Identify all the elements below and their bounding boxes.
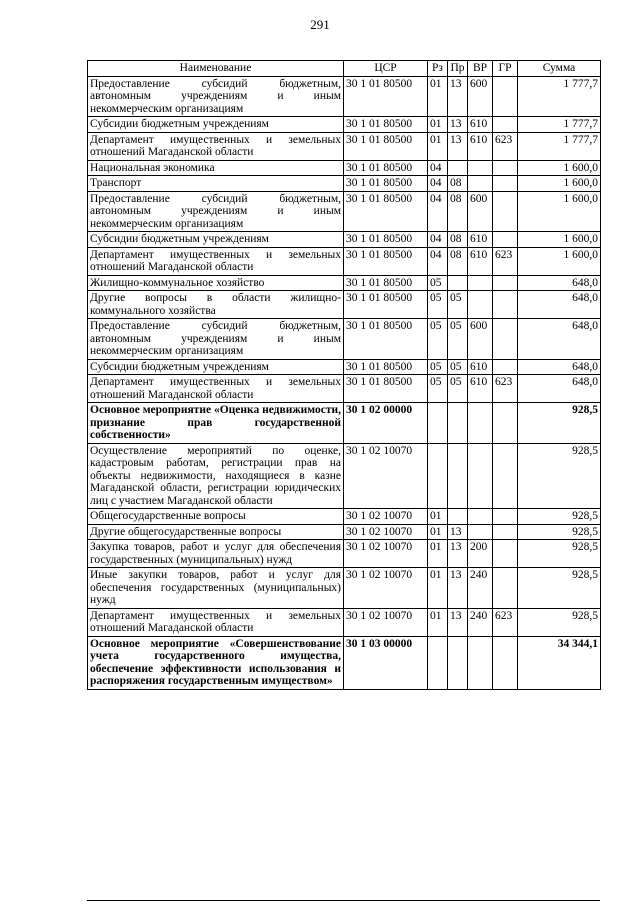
cell-vr (468, 524, 493, 540)
column-header-vr: ВР (468, 61, 493, 77)
cell-rz: 01 (428, 608, 448, 636)
cell-sum: 648,0 (518, 275, 601, 291)
cell-gr: 623 (493, 132, 518, 160)
cell-pr (448, 160, 468, 176)
cell-name: Основное мероприятие «Совершенствование учета государственного имущества, обеспечение эффективности использования и распоряжения государственным имуществом» (88, 636, 344, 689)
cell-pr (448, 403, 468, 444)
cell-vr (468, 443, 493, 509)
cell-sum: 648,0 (518, 375, 601, 403)
cell-gr (493, 160, 518, 176)
table-row (88, 509, 601, 525)
cell-rz: 01 (428, 76, 448, 117)
cell-gr (493, 359, 518, 375)
cell-name: Общегосударственные вопросы (88, 509, 344, 525)
column-header-gr: ГР (493, 61, 518, 77)
column-header-name: Наименование (88, 61, 344, 77)
cell-csr: 30 1 03 00000 (344, 636, 428, 689)
cell-name: Основное мероприятие «Оценка недвижимости, признание прав государственной собственности» (88, 403, 344, 444)
cell-rz (428, 403, 448, 444)
cell-pr: 13 (448, 117, 468, 133)
cell-sum: 1 777,7 (518, 76, 601, 117)
cell-sum: 1 600,0 (518, 247, 601, 275)
cell-vr: 600 (468, 191, 493, 232)
cell-gr (493, 275, 518, 291)
cell-name: Иные закупки товаров, работ и услуг для обеспечения государственных (муниципальных) нужд (88, 568, 344, 609)
table-row (88, 291, 601, 319)
cell-pr: 05 (448, 319, 468, 360)
cell-rz: 05 (428, 359, 448, 375)
cell-pr: 13 (448, 568, 468, 609)
cell-rz: 05 (428, 291, 448, 319)
cell-name: Закупка товаров, работ и услуг для обеспечения государственных (муниципальных) нужд (88, 540, 344, 568)
cell-rz (428, 636, 448, 689)
cell-csr: 30 1 01 80500 (344, 375, 428, 403)
cell-vr (468, 291, 493, 319)
cell-vr: 200 (468, 540, 493, 568)
cell-sum: 928,5 (518, 443, 601, 509)
cell-sum: 1 777,7 (518, 132, 601, 160)
cell-gr (493, 117, 518, 133)
cell-gr (493, 191, 518, 232)
cell-name: Предоставление субсидий бюджетным, автономным учреждениям и иным некоммерческим организациям (88, 191, 344, 232)
table-row (88, 275, 601, 291)
cell-sum: 1 777,7 (518, 117, 601, 133)
table-row (88, 443, 601, 509)
cell-csr: 30 1 02 10070 (344, 540, 428, 568)
cell-sum: 1 600,0 (518, 176, 601, 192)
cell-csr: 30 1 01 80500 (344, 176, 428, 192)
cell-gr (493, 176, 518, 192)
cell-csr: 30 1 01 80500 (344, 319, 428, 360)
cell-sum: 34 344,1 (518, 636, 601, 689)
cell-vr (468, 509, 493, 525)
cell-pr: 08 (448, 232, 468, 248)
cell-sum: 928,5 (518, 608, 601, 636)
cell-name: Субсидии бюджетным учреждениям (88, 359, 344, 375)
cell-name: Осуществление мероприятий по оценке, кадастровым работам, регистрации прав на объекты недвижимости, находящиеся в казне Магаданской области, регистрации юридических лиц с участием Магаданской области (88, 443, 344, 509)
cell-vr: 600 (468, 76, 493, 117)
table-row (88, 76, 601, 117)
cell-csr: 30 1 01 80500 (344, 132, 428, 160)
cell-vr: 610 (468, 132, 493, 160)
cell-csr: 30 1 02 10070 (344, 443, 428, 509)
table-row (88, 359, 601, 375)
cell-rz: 01 (428, 568, 448, 609)
cell-vr: 240 (468, 568, 493, 609)
cell-csr: 30 1 01 80500 (344, 160, 428, 176)
cell-vr: 240 (468, 608, 493, 636)
cell-sum: 928,5 (518, 509, 601, 525)
cell-sum: 928,5 (518, 540, 601, 568)
cell-gr: 623 (493, 247, 518, 275)
cell-gr (493, 509, 518, 525)
cell-rz: 05 (428, 375, 448, 403)
cell-vr: 610 (468, 232, 493, 248)
cell-gr: 623 (493, 375, 518, 403)
cell-name: Департамент имущественных и земельных отношений Магаданской области (88, 247, 344, 275)
cell-rz (428, 443, 448, 509)
cell-pr: 08 (448, 191, 468, 232)
table-row (88, 636, 601, 689)
table-row (88, 568, 601, 609)
cell-csr: 30 1 02 00000 (344, 403, 428, 444)
cell-csr: 30 1 02 10070 (344, 568, 428, 609)
table-row (88, 160, 601, 176)
cell-gr (493, 291, 518, 319)
cell-pr: 13 (448, 608, 468, 636)
cell-rz: 01 (428, 117, 448, 133)
cell-name: Транспорт (88, 176, 344, 192)
cell-pr: 13 (448, 76, 468, 117)
table-row (88, 540, 601, 568)
cell-name: Предоставление субсидий бюджетным, автономным учреждениям и иным некоммерческим организациям (88, 76, 344, 117)
cell-gr (493, 403, 518, 444)
cell-vr (468, 636, 493, 689)
cell-gr (493, 568, 518, 609)
cell-pr: 13 (448, 524, 468, 540)
cell-csr: 30 1 01 80500 (344, 291, 428, 319)
cell-rz: 04 (428, 247, 448, 275)
cell-gr (493, 636, 518, 689)
cell-gr (493, 524, 518, 540)
cell-pr (448, 509, 468, 525)
table-row (88, 608, 601, 636)
cell-pr: 13 (448, 540, 468, 568)
cell-sum: 648,0 (518, 359, 601, 375)
cell-rz: 05 (428, 275, 448, 291)
cell-sum: 1 600,0 (518, 232, 601, 248)
bottom-divider (87, 900, 600, 901)
table-row (88, 191, 601, 232)
cell-gr (493, 76, 518, 117)
cell-gr (493, 540, 518, 568)
cell-rz: 04 (428, 176, 448, 192)
cell-csr: 30 1 01 80500 (344, 232, 428, 248)
cell-rz: 04 (428, 232, 448, 248)
table-row (88, 132, 601, 160)
cell-rz: 04 (428, 160, 448, 176)
cell-csr: 30 1 01 80500 (344, 247, 428, 275)
cell-pr: 05 (448, 291, 468, 319)
cell-sum: 928,5 (518, 403, 601, 444)
cell-pr: 08 (448, 247, 468, 275)
cell-gr (493, 319, 518, 360)
cell-name: Предоставление субсидий бюджетным, автономным учреждениям и иным некоммерческим организациям (88, 319, 344, 360)
cell-sum: 928,5 (518, 524, 601, 540)
cell-vr: 600 (468, 319, 493, 360)
cell-pr (448, 443, 468, 509)
cell-vr: 610 (468, 375, 493, 403)
cell-vr (468, 275, 493, 291)
cell-vr (468, 176, 493, 192)
cell-name: Национальная экономика (88, 160, 344, 176)
table-body (88, 76, 601, 689)
cell-sum: 928,5 (518, 568, 601, 609)
cell-pr: 08 (448, 176, 468, 192)
cell-gr: 623 (493, 608, 518, 636)
cell-name: Другие вопросы в области жилищно-коммунального хозяйства (88, 291, 344, 319)
table-row (88, 117, 601, 133)
table-row (88, 403, 601, 444)
cell-rz: 04 (428, 191, 448, 232)
cell-csr: 30 1 02 10070 (344, 524, 428, 540)
cell-name: Субсидии бюджетным учреждениям (88, 232, 344, 248)
cell-vr: 610 (468, 359, 493, 375)
cell-name: Департамент имущественных и земельных отношений Магаданской области (88, 608, 344, 636)
cell-vr: 610 (468, 247, 493, 275)
column-header-csr: ЦСР (344, 61, 428, 77)
column-header-sum: Сумма (518, 61, 601, 77)
table-row (88, 524, 601, 540)
cell-vr (468, 403, 493, 444)
table-row (88, 232, 601, 248)
cell-name: Жилищно-коммунальное хозяйство (88, 275, 344, 291)
cell-csr: 30 1 01 80500 (344, 191, 428, 232)
cell-csr: 30 1 01 80500 (344, 359, 428, 375)
cell-name: Субсидии бюджетным учреждениям (88, 117, 344, 133)
cell-pr: 13 (448, 132, 468, 160)
page-number: 291 (310, 17, 330, 32)
column-header-pr: Пр (448, 61, 468, 77)
table-row (88, 375, 601, 403)
cell-csr: 30 1 01 80500 (344, 275, 428, 291)
table-row (88, 247, 601, 275)
cell-rz: 01 (428, 509, 448, 525)
cell-sum: 648,0 (518, 291, 601, 319)
cell-csr: 30 1 01 80500 (344, 117, 428, 133)
cell-csr: 30 1 02 10070 (344, 608, 428, 636)
cell-rz: 01 (428, 524, 448, 540)
cell-rz: 05 (428, 319, 448, 360)
cell-name: Департамент имущественных и земельных отношений Магаданской области (88, 132, 344, 160)
cell-name: Департамент имущественных и земельных отношений Магаданской области (88, 375, 344, 403)
cell-vr (468, 160, 493, 176)
cell-pr: 05 (448, 359, 468, 375)
cell-sum: 1 600,0 (518, 160, 601, 176)
table-row (88, 176, 601, 192)
cell-pr (448, 636, 468, 689)
cell-rz: 01 (428, 132, 448, 160)
cell-name: Другие общегосударственные вопросы (88, 524, 344, 540)
column-header-rz: Рз (428, 61, 448, 77)
cell-rz: 01 (428, 540, 448, 568)
cell-gr (493, 443, 518, 509)
budget-table (87, 60, 601, 690)
cell-pr (448, 275, 468, 291)
cell-gr (493, 232, 518, 248)
table-header-row (88, 61, 601, 77)
cell-csr: 30 1 01 80500 (344, 76, 428, 117)
cell-sum: 1 600,0 (518, 191, 601, 232)
cell-pr: 05 (448, 375, 468, 403)
cell-sum: 648,0 (518, 319, 601, 360)
table-row (88, 319, 601, 360)
cell-csr: 30 1 02 10070 (344, 509, 428, 525)
cell-vr: 610 (468, 117, 493, 133)
